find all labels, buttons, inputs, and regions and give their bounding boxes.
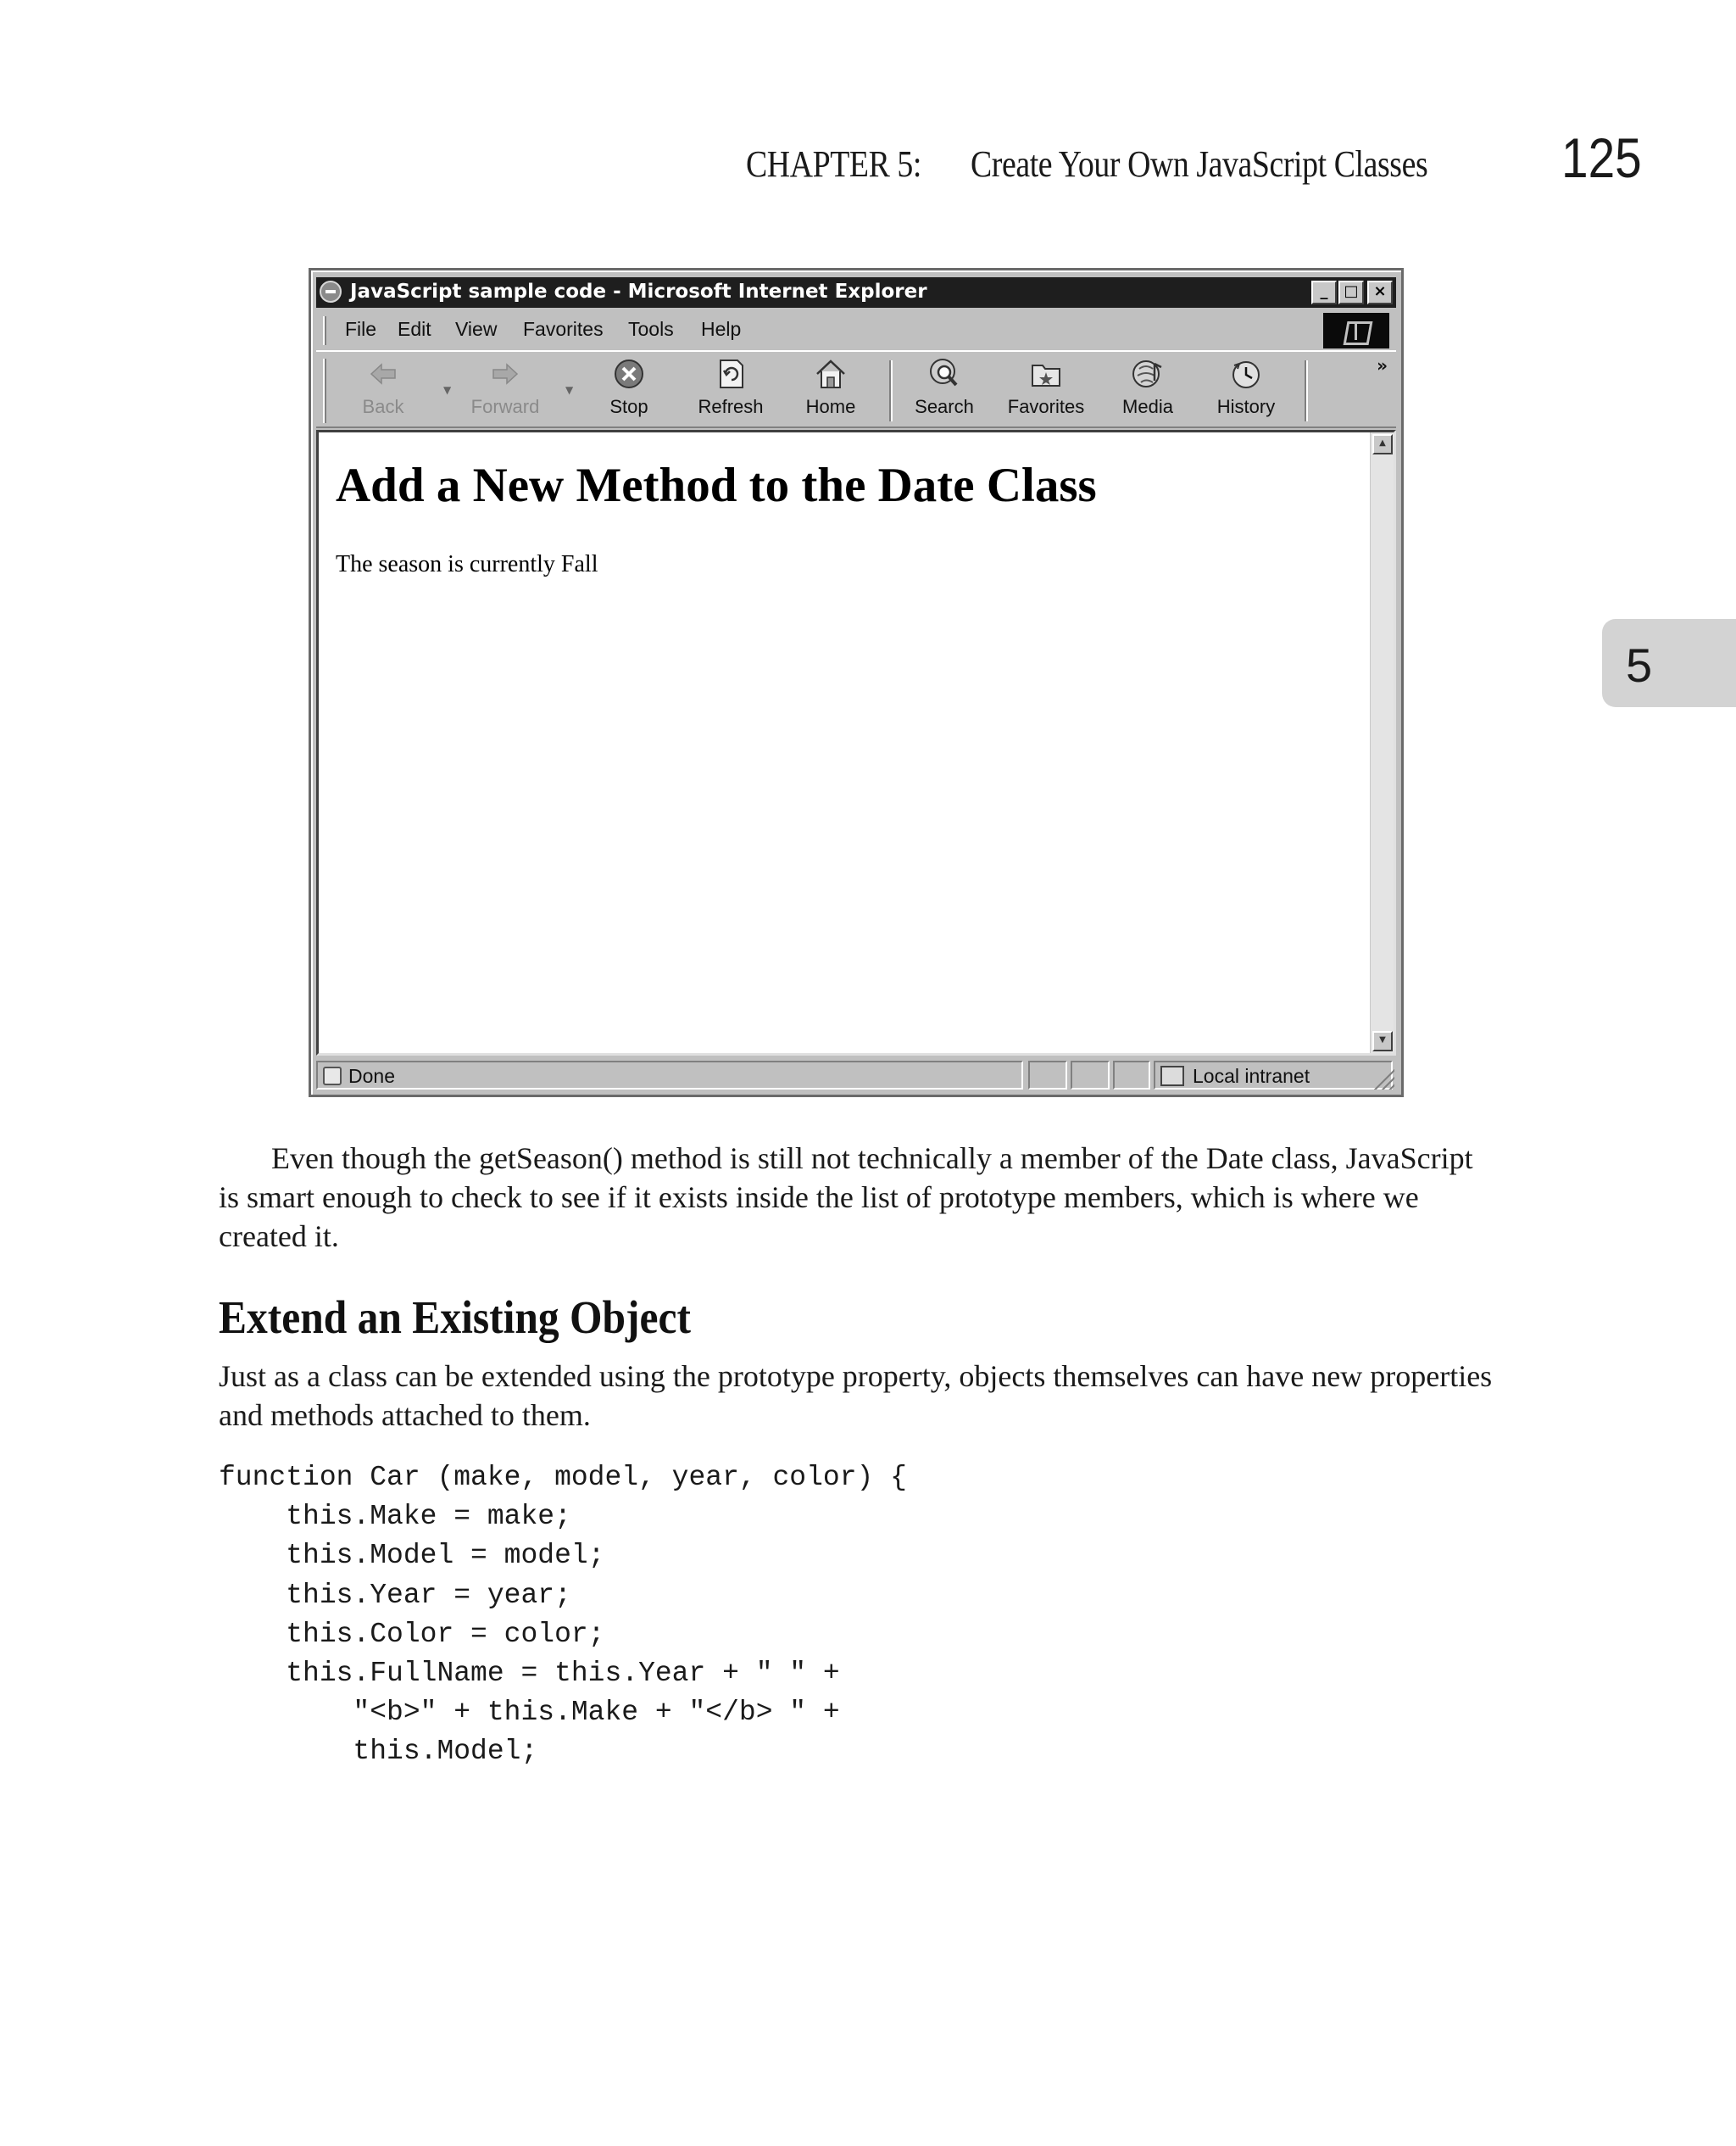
menu-edit[interactable]: Edit — [398, 318, 431, 340]
code-listing: function Car (make, model, year, color) { this.Make = make; this.Model = model; this.Year = year; this.Color = color; this.FullName = this.Year + " " + "<b>" + this.Make + "</b> " + this.Model; — [219, 1462, 907, 1768]
status-zone-cell — [1154, 1061, 1393, 1090]
chapter-label: CHAPTER 5: — [746, 143, 922, 185]
menu-help[interactable]: Help — [701, 318, 742, 340]
menu-favorites[interactable]: Favorites — [523, 318, 604, 340]
menu-tools[interactable]: Tools — [628, 318, 674, 340]
history-button[interactable] — [1199, 357, 1293, 425]
media-icon — [1131, 357, 1165, 391]
search-button[interactable] — [898, 357, 991, 425]
favorites-icon — [1029, 357, 1063, 391]
ie-app-icon — [320, 281, 342, 303]
stop-button[interactable] — [582, 357, 676, 425]
status-cell — [1113, 1061, 1150, 1090]
back-button[interactable] — [337, 357, 430, 425]
window-title: JavaScript sample code - Microsoft Internet Explorer — [350, 281, 927, 303]
chapter-title: Create Your Own JavaScript Classes — [971, 143, 1428, 185]
running-header — [746, 127, 1483, 187]
status-bar — [316, 1059, 1396, 1091]
chapter-thumb-tab — [1602, 619, 1736, 707]
vertical-scrollbar[interactable] — [1370, 432, 1394, 1053]
home-label: Home — [805, 396, 856, 417]
forward-button[interactable] — [459, 357, 552, 425]
windows-logo-icon — [1323, 313, 1389, 348]
minimize-button[interactable]: _ — [1311, 281, 1337, 304]
security-zone-text: Local intranet — [1193, 1065, 1310, 1087]
refresh-label: Refresh — [698, 396, 764, 417]
section-heading: Extend an Existing Object — [219, 1291, 691, 1343]
forward-dropdown-icon[interactable]: ▼ — [565, 384, 574, 396]
search-icon — [927, 357, 961, 391]
page-heading: Add a New Method to the Date Class — [336, 459, 1097, 512]
resize-grip-icon[interactable] — [1374, 1069, 1394, 1090]
stop-label: Stop — [609, 396, 648, 417]
search-label: Search — [915, 396, 974, 417]
toolbar-separator — [1305, 360, 1308, 421]
thumb-tab-number: 5 — [1626, 638, 1653, 692]
close-button[interactable]: × — [1367, 281, 1393, 304]
favorites-button[interactable] — [999, 357, 1093, 425]
refresh-icon — [714, 357, 748, 391]
status-cell — [1071, 1061, 1110, 1090]
scroll-down-icon[interactable]: ▼ — [1372, 1031, 1393, 1051]
body-paragraph-2: Just as a class can be extended using the prototype property, objects themselves can have new properties and methods attached to them. — [219, 1359, 1493, 1432]
menu-grip — [323, 316, 326, 345]
menu-file[interactable]: File — [345, 318, 377, 340]
title-bar[interactable] — [316, 277, 1396, 308]
back-label: Back — [362, 396, 404, 417]
standard-toolbar — [316, 350, 1396, 428]
maximize-button[interactable]: □ — [1338, 281, 1364, 304]
history-label: History — [1216, 396, 1276, 417]
body-paragraph-1: Even though the getSeason() method is still not technically a member of the Date class, JavaScript is smart enough to check to see if it exists inside the list of prototype members, which is where we created it. — [219, 1141, 1473, 1253]
status-text: Done — [348, 1065, 395, 1087]
page-number: 125 — [1561, 126, 1642, 189]
toolbar-overflow-chevron-icon[interactable]: » — [1377, 355, 1388, 376]
menu-view[interactable]: View — [455, 318, 498, 340]
menu-bar — [316, 311, 1396, 348]
forward-arrow-icon — [488, 357, 522, 391]
back-dropdown-icon[interactable]: ▼ — [443, 384, 452, 396]
toolbar-separator — [889, 360, 893, 421]
status-cell — [1028, 1061, 1067, 1090]
media-label: Media — [1122, 396, 1173, 417]
browser-window — [309, 268, 1404, 1097]
forward-label: Forward — [470, 396, 540, 417]
home-icon — [814, 357, 848, 391]
home-button[interactable] — [784, 357, 877, 425]
page-viewport[interactable] — [316, 430, 1396, 1056]
history-icon — [1229, 357, 1263, 391]
local-intranet-icon — [1160, 1066, 1184, 1086]
page-season-text: The season is currently Fall — [336, 551, 598, 577]
media-button[interactable] — [1101, 357, 1194, 425]
refresh-button[interactable] — [684, 357, 777, 425]
favorites-label: Favorites — [1007, 396, 1085, 417]
status-main-cell — [316, 1061, 1023, 1090]
toolbar-grip — [323, 359, 326, 423]
scroll-up-icon[interactable]: ▲ — [1372, 434, 1393, 454]
page-done-icon — [323, 1067, 342, 1085]
back-arrow-icon — [366, 357, 400, 391]
stop-icon — [612, 357, 646, 391]
